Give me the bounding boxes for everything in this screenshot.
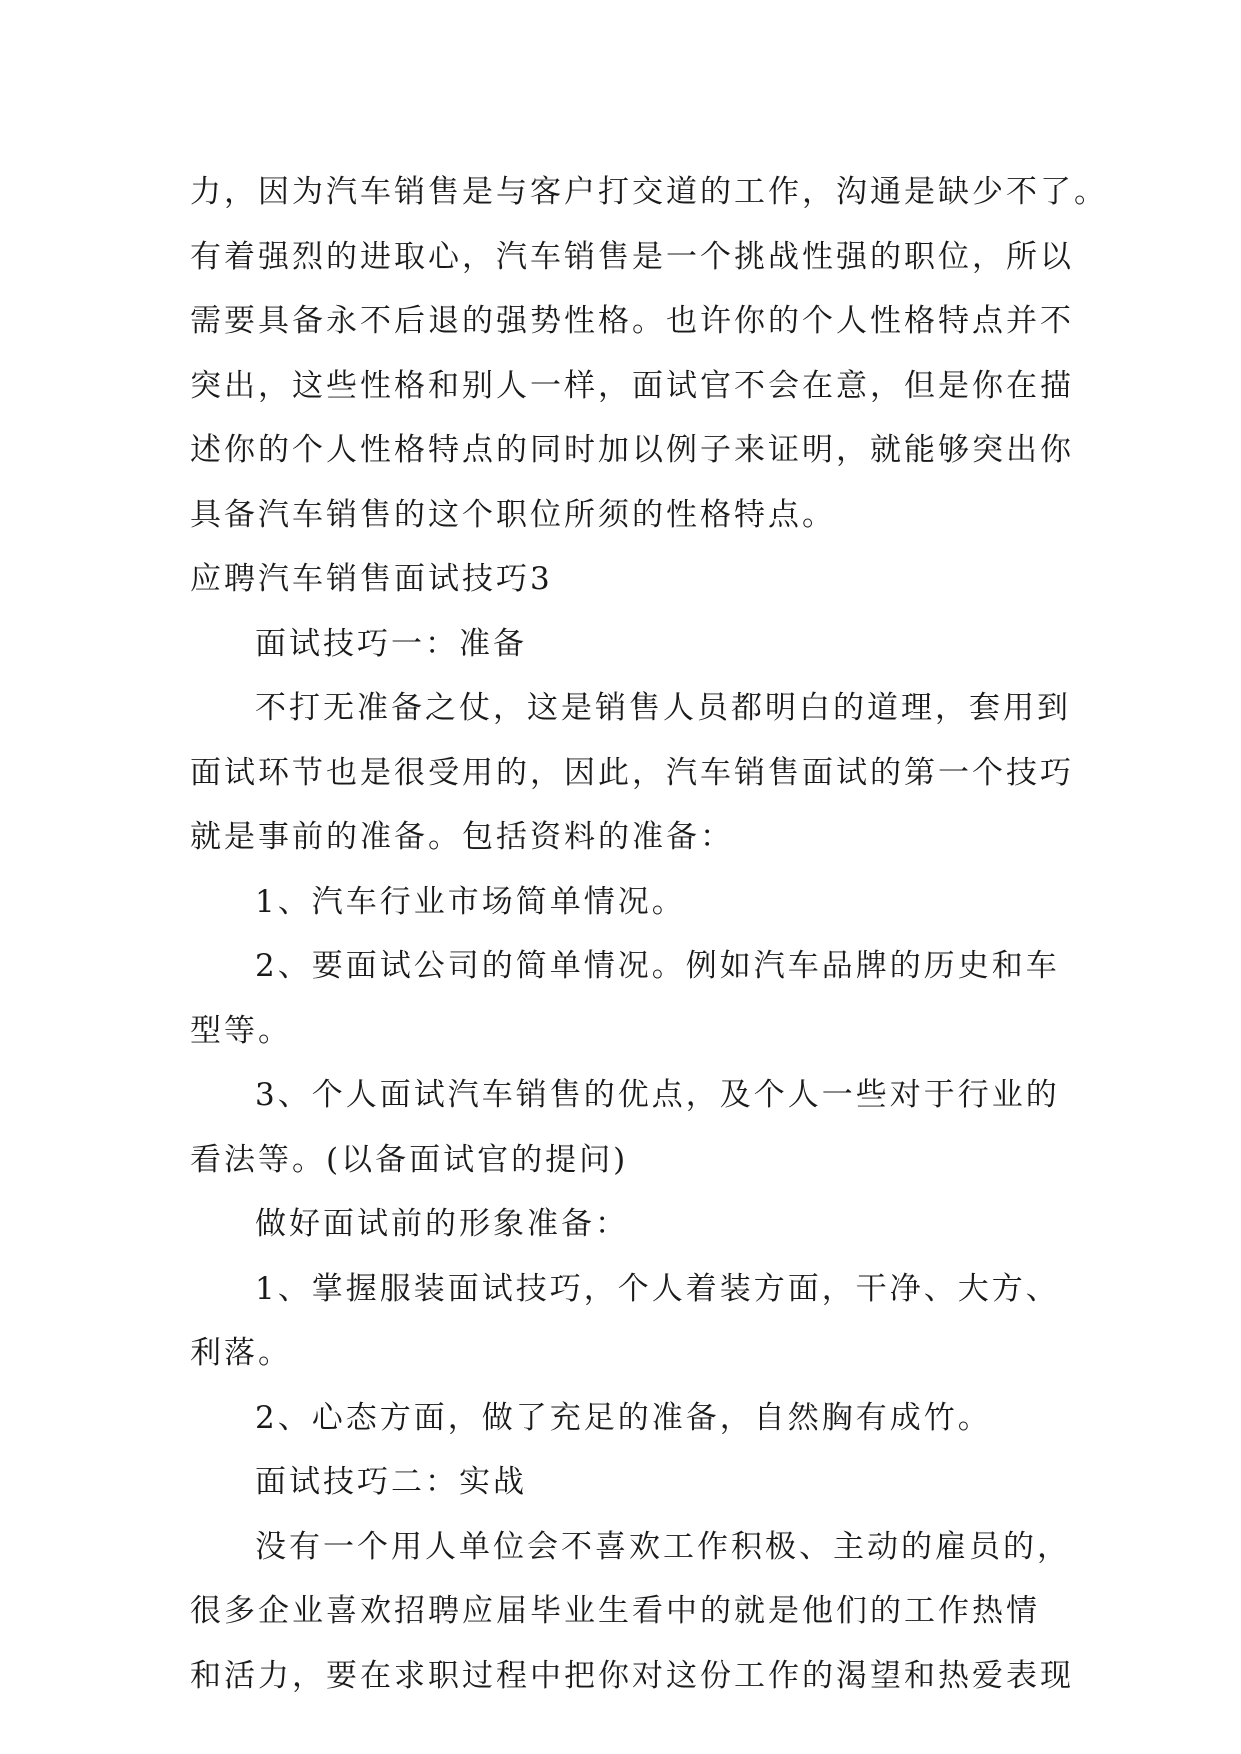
section-heading: 应聘汽车销售面试技巧3: [190, 561, 553, 597]
list-item: 1、汽车行业市场简单情况。: [255, 883, 686, 920]
list-item: 3、个人面试汽车销售的优点，及个人一些对于行业的: [255, 1077, 1060, 1113]
subheading: 面试技巧一：准备: [255, 625, 527, 662]
paragraph-line: 突出，这些性格和别人一样，面试官不会在意，但是你在描: [190, 367, 1074, 404]
list-item: 2、心态方面，做了充足的准备，自然胸有成竹。: [255, 1399, 992, 1436]
paragraph-line: 和活力，要在求职过程中把你对这份工作的渴望和热爱表现: [190, 1657, 1074, 1694]
list-item-continuation: 看法等。(以备面试官的提问): [190, 1141, 629, 1178]
list-item: 1、掌握服装面试技巧，个人着装方面，干净、大方、: [255, 1270, 1060, 1307]
paragraph-line: 就是事前的准备。包括资料的准备：: [190, 819, 734, 855]
paragraph-line: 需要具备永不后退的强势性格。也许你的个人性格特点并不: [190, 303, 1074, 339]
list-item-continuation: 利落。: [190, 1335, 292, 1371]
document-body: [190, 160, 1108, 1708]
list-item-continuation: 型等。: [190, 1012, 292, 1049]
paragraph-line: 力，因为汽车销售是与客户打交道的工作，沟通是缺少不了。: [190, 174, 1108, 210]
paragraph-line: 面试环节也是很受用的，因此，汽车销售面试的第一个技巧: [190, 754, 1074, 791]
paragraph-line: 做好面试前的形象准备：: [255, 1206, 629, 1242]
paragraph-line: 具备汽车销售的这个职位所须的性格特点。: [190, 496, 836, 533]
paragraph-line: 述你的个人性格特点的同时加以例子来证明，就能够突出你: [190, 432, 1074, 468]
paragraph-line: 有着强烈的进取心，汽车销售是一个挑战性强的职位，所以: [190, 238, 1074, 275]
paragraph-line: 很多企业喜欢招聘应届毕业生看中的就是他们的工作热情: [190, 1593, 1040, 1629]
list-item: 2、要面试公司的简单情况。例如汽车品牌的历史和车: [255, 948, 1060, 984]
subheading: 面试技巧二：实战: [255, 1464, 527, 1500]
paragraph-line: 没有一个用人单位会不喜欢工作积极、主动的雇员的，: [255, 1528, 1071, 1565]
paragraph-line: 不打无准备之仗，这是销售人员都明白的道理，套用到: [255, 690, 1071, 726]
